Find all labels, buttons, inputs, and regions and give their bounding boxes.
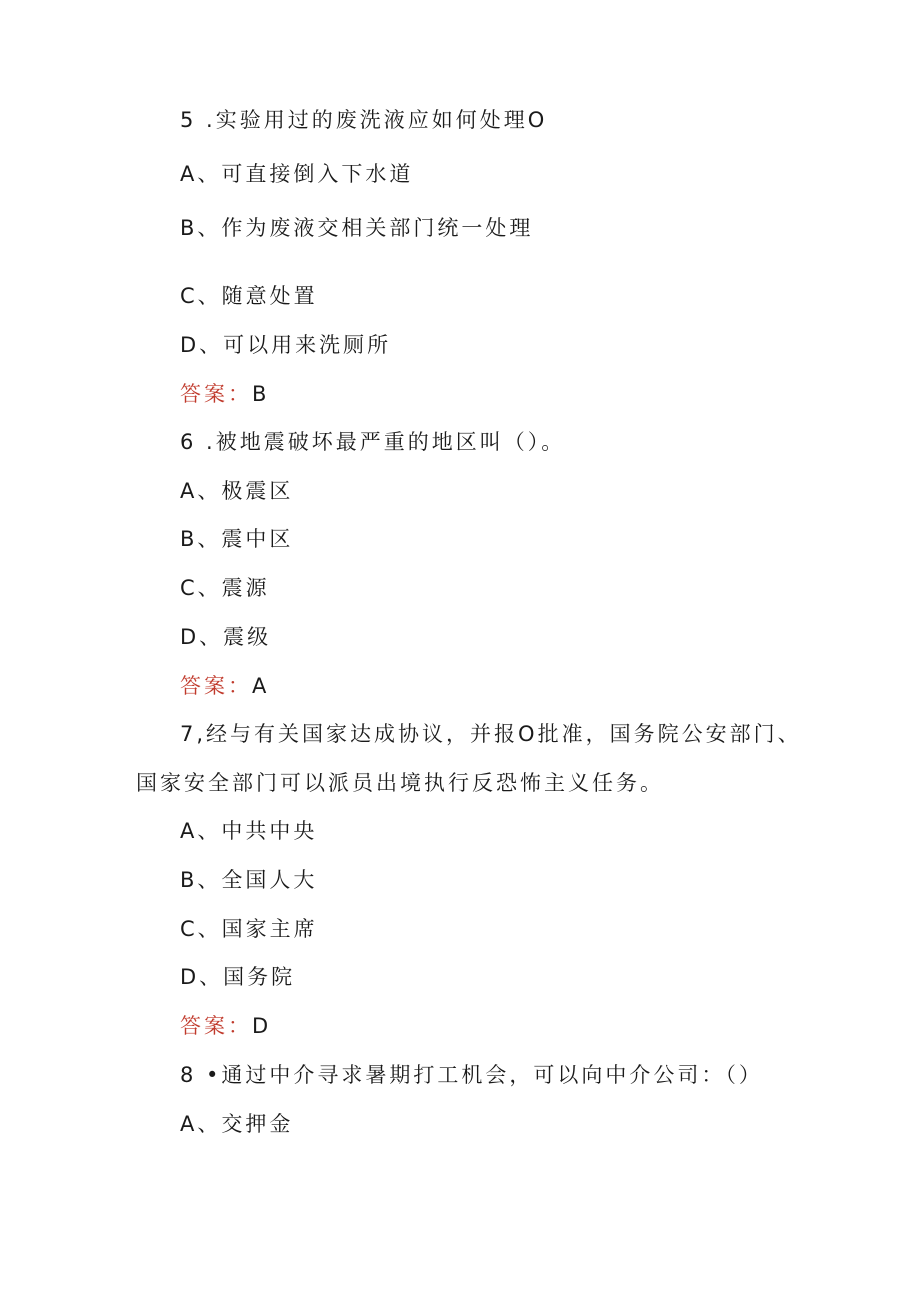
question-6-option-d: D、震级 <box>180 625 272 649</box>
question-5-option-a: A、可直接倒入下水道 <box>180 162 414 186</box>
answer-value: D <box>252 1014 272 1038</box>
question-7-option-a: A、中共中央 <box>180 819 318 843</box>
question-5-answer <box>180 380 269 408</box>
question-7-answer <box>180 1012 271 1040</box>
question-6-stem: 6 .被地震破坏最严重的地区叫（）。 <box>180 430 566 454</box>
question-6-option-b: B、震中区 <box>180 527 294 551</box>
answer-value: A <box>252 674 270 698</box>
question-5-stem: 5 .实验用过的废洗液应如何处理O <box>180 108 548 132</box>
answer-label: 答案： <box>180 1014 252 1038</box>
question-5-option-c: C、随意处置 <box>180 284 318 308</box>
answer-value: B <box>252 382 270 406</box>
question-8-stem: 8 •通过中介寻求暑期打工机会，可以向中介公司：（） <box>180 1063 763 1087</box>
question-7-option-b: B、全国人大 <box>180 868 318 892</box>
question-7-option-d: D、国务院 <box>180 965 296 989</box>
question-7-stem-line1: 7,经与有关国家达成协议，并报O批准，国务院公安部门、 <box>180 722 802 746</box>
question-5-option-d: D、可以用来洗厕所 <box>180 333 392 357</box>
question-8-option-a: A、交押金 <box>180 1112 294 1136</box>
question-7-option-c: C、国家主席 <box>180 917 318 941</box>
answer-label: 答案： <box>180 382 252 406</box>
question-6-answer <box>180 672 269 700</box>
question-5-option-b: B、作为废液交相关部门统一处理 <box>180 216 534 240</box>
question-6-option-c: C、震源 <box>180 576 270 600</box>
question-6-option-a: A、极震区 <box>180 479 294 503</box>
answer-label: 答案： <box>180 674 252 698</box>
question-7-stem-line2: 国家安全部门可以派员出境执行反恐怖主义任务。 <box>136 771 664 795</box>
